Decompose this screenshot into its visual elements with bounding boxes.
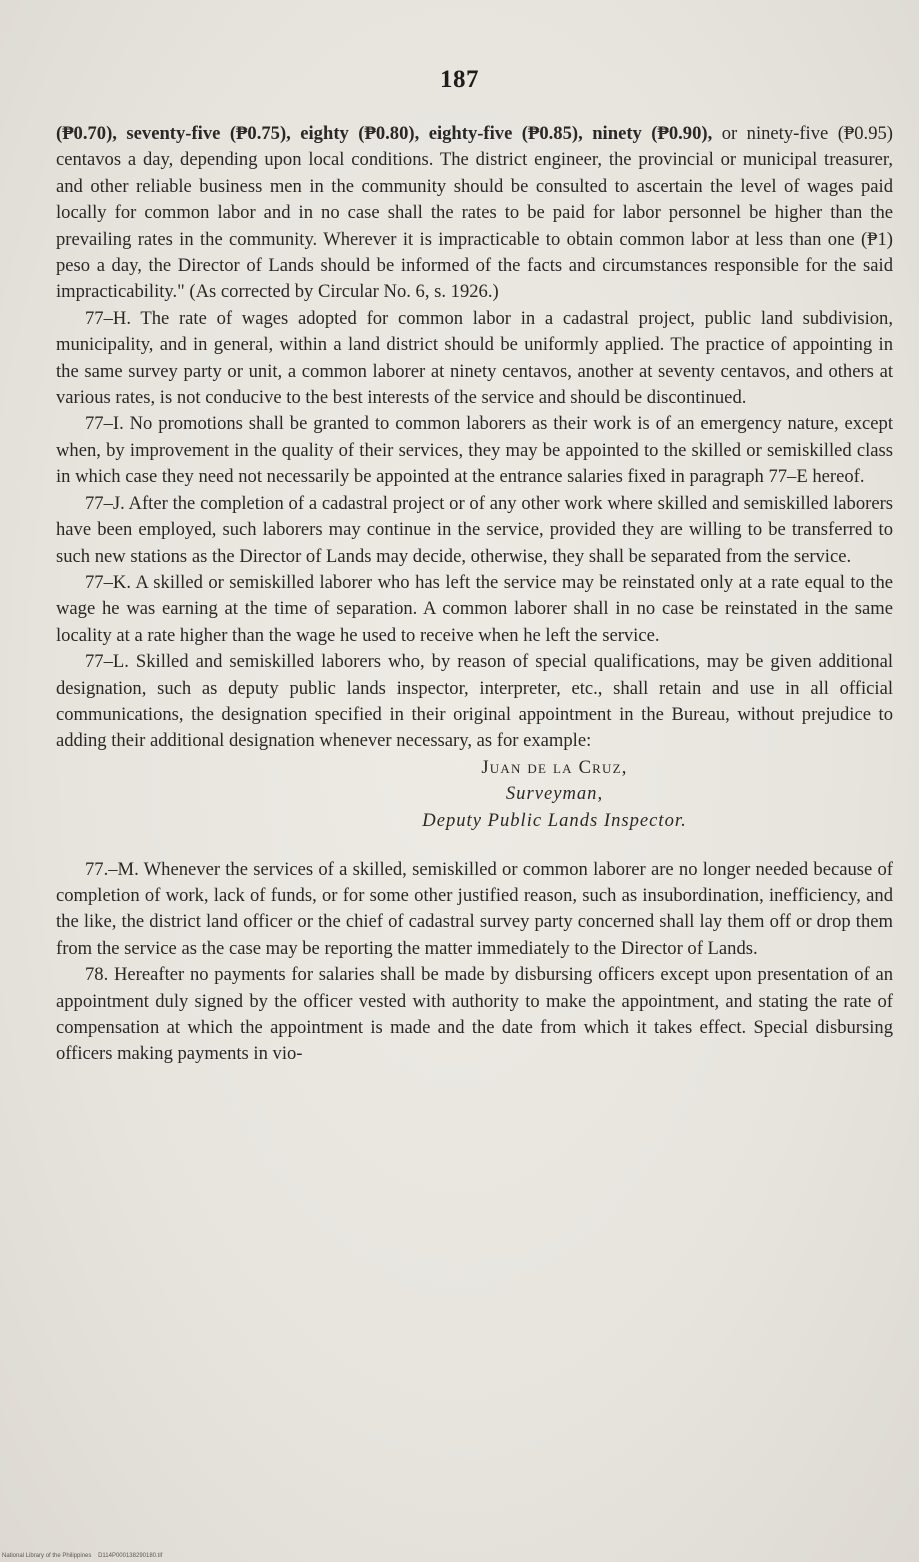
paragraph-77k: 77–K. A skilled or semiskilled laborer who has left the service may be reinstated only at a rate equal to the wage he was earning at the time of separation. A common laborer shall in no case be reinstated in the same locality at a rate higher than the wage he used to receive when he left the service.	[56, 571, 893, 646]
signature-name: Juan de la Cruz,	[481, 756, 628, 778]
paragraph-wage-rates	[56, 121, 893, 306]
paragraph-77i: 77–I. No promotions shall be granted to common laborers as their work is of an emergency nature, except when, by improvement in the quality of their services, they may be appointed to the skilled or semiskilled class in which case they need not necessarily be appointed at the entrance salaries fixed in paragraph 77–E hereof.	[56, 413, 893, 488]
example-signature	[56, 755, 893, 835]
paragraph-77l: 77–L. Skilled and semiskilled laborers who, by reason of special qualifications, may be given additional designation, such as deputy public lands inspector, interpreter, etc., shall retain and use in all official communications, the designation specified in their original appointment in the Bureau, without prejudice to adding their additional designation whenever necessary, as for example:	[56, 651, 893, 752]
wage-rates-text: or ninety-five (₱0.95) centavos a day, depending upon local conditions. The district engineer, the provincial or municipal treasurer, and other reliable business men in the community should be consulted to ascertain the level of wages paid locally for common labor and in no case shall the rates to be paid for labor personnel be higher than the prevailing rates in the community. Wherever it is impracticable to obtain common labor at less than one (₱1) peso a day, the Director of Lands should be informed of the facts and circumstances responsible for the said impracticability." (As corrected by Circular No. 6, s. 1926.)	[56, 123, 893, 303]
scan-footer	[2, 1552, 162, 1560]
wage-rates-bold: (₱0.70), seventy-five (₱0.75), eighty (₱0.80), eighty-five (₱0.85), ninety (₱0.90),	[56, 123, 713, 144]
footer-code: D114P000138290180.tif	[98, 1553, 163, 1559]
paragraph-77m: 77.–M. Whenever the services of a skilled, semiskilled or common laborer are no longer needed because of completion of work, lack of funds, or for some other justified reason, such as insubordination, inefficiency, and the like, the district land officer or the chief of cadastral survey party concerned shall lay them off or drop them from the service as the case may be reporting the matter immediately to the Director of Lands.	[56, 858, 893, 959]
page-number: 187	[440, 66, 479, 93]
body-text	[56, 121, 893, 1068]
footer-source: National Library of the Philippines	[2, 1553, 92, 1559]
signature-title: Surveyman,	[505, 783, 604, 805]
paragraph-78: 78. Hereafter no payments for salaries shall be made by disbursing officers except upon presentation of an appointment duly signed by the officer vested with authority to make the appointment, and stating the rate of compensation at which the appointment is made and the date from which it takes effect. Special disbursing officers making payments in vio-	[56, 964, 893, 1065]
paragraph-77j: 77–J. After the completion of a cadastral project or of any other work where skilled and semiskilled laborers have been employed, such laborers may continue in the service, provided they are willing to be transferred to such new stations as the Director of Lands may decide, otherwise, they shall be separated from the service.	[56, 492, 893, 567]
signature-designation: Deputy Public Lands Inspector.	[422, 809, 687, 831]
paragraph-77h: 77–H. The rate of wages adopted for common labor in a cadastral project, public land subdivision, municipality, and in general, within a land district should be uniformly applied. The practice of appointing in the same survey party or unit, a common laborer at ninety centavos, another at seventy centavos, and others at various rates, is not conducive to the best interests of the service and should be discontinued.	[56, 307, 893, 409]
